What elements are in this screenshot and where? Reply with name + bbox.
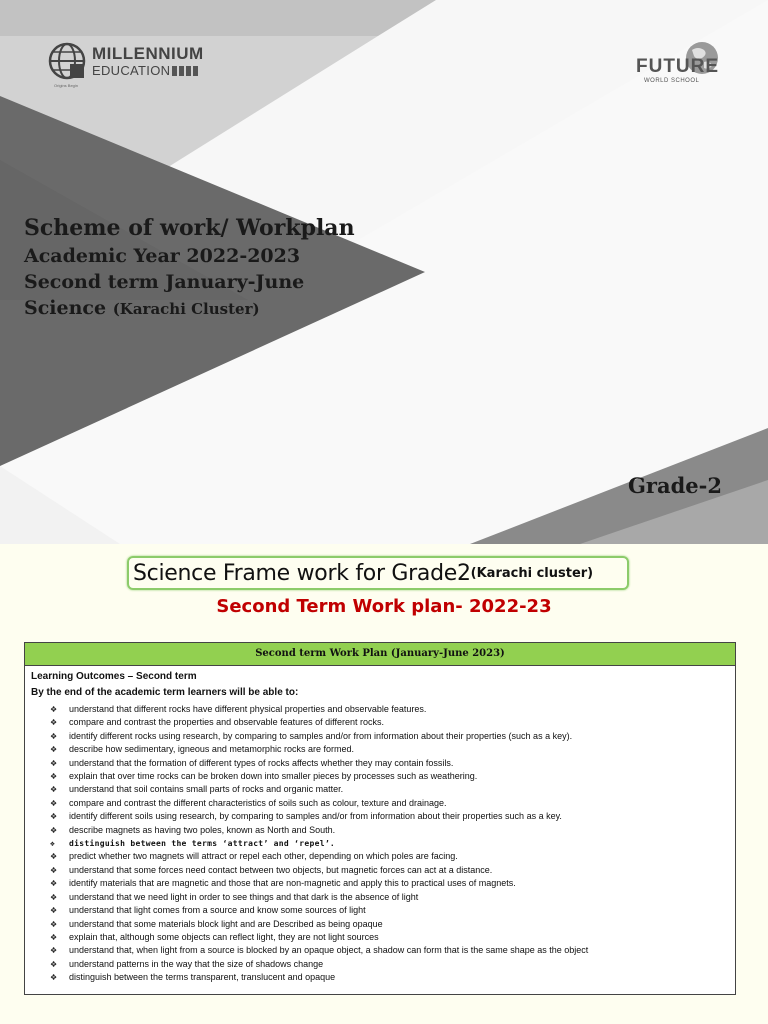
logo-world-school-text: WORLD SCHOOL	[644, 78, 700, 84]
work-plan-table	[24, 642, 736, 995]
framework-title-cluster: (Karachi cluster)	[470, 565, 594, 581]
cover-title: Scheme of work/ Workplan	[24, 215, 355, 241]
outcome-item	[50, 971, 729, 984]
outcome-text: understand that some forces need contact between two objects, but magnetic forces can act at a distance.	[69, 864, 493, 875]
framework-title: Science Frame work for Grade2	[133, 560, 471, 586]
diamond-bullet-icon: ❖	[50, 731, 58, 741]
term-label: Second term January-June	[24, 271, 305, 293]
outcome-item	[50, 797, 729, 810]
diamond-bullet-icon: ❖	[50, 718, 58, 728]
outcome-item	[50, 824, 729, 837]
diamond-bullet-icon: ❖	[50, 825, 58, 835]
outcome-item	[50, 757, 729, 770]
outcome-item	[50, 850, 729, 863]
outcome-item	[50, 810, 729, 823]
diamond-bullet-icon: ❖	[50, 772, 58, 782]
diamond-bullet-icon: ❖	[50, 892, 58, 902]
diamond-bullet-icon: ❖	[50, 705, 58, 714]
outcome-item	[50, 703, 729, 716]
subject-line	[24, 295, 355, 322]
logo-future-text: FUTURE	[636, 56, 720, 77]
logo-bars-icon	[172, 66, 200, 76]
outcome-text: compare and contrast the properties and observable features of different rocks.	[69, 717, 385, 728]
outcome-text: understand that, when light from a source is blocked by an opaque object, a shadow can form that is the same shape as the object	[69, 945, 589, 956]
diamond-bullet-icon: ❖	[50, 932, 58, 942]
diamond-bullet-icon: ❖	[50, 919, 58, 929]
diamond-bullet-icon: ❖	[50, 839, 56, 849]
diamond-bullet-icon: ❖	[50, 758, 58, 768]
diamond-bullet-icon: ❖	[50, 946, 58, 956]
outcome-item	[50, 877, 729, 890]
outcome-text: distinguish between the terms ‘attract’ and ‘repel’.	[69, 839, 336, 849]
diamond-bullet-icon: ❖	[50, 906, 58, 916]
future-world-school-logo	[634, 40, 726, 90]
logo-education-text: EDUCATION	[92, 62, 171, 78]
outcome-text: understand that soil contains small parts of rocks and organic matter.	[69, 784, 344, 795]
outcome-item	[50, 931, 729, 944]
diamond-bullet-icon: ❖	[50, 812, 58, 822]
subject-name: Science	[24, 297, 113, 319]
outcome-item	[50, 783, 729, 796]
diamond-bullet-icon: ❖	[50, 865, 58, 875]
millennium-education-logo	[48, 42, 204, 88]
table-body	[25, 666, 735, 989]
diamond-bullet-icon: ❖	[50, 879, 58, 889]
outcome-text: understand that some materials block light and are Described as being opaque	[69, 918, 383, 929]
outcome-item	[50, 837, 729, 850]
cluster-name: (Karachi Cluster)	[112, 300, 260, 318]
globe-logo-icon	[48, 42, 86, 80]
outcome-item	[50, 743, 729, 756]
outcome-item	[50, 730, 729, 743]
outcome-item	[50, 904, 729, 917]
outcome-text: describe magnets as having two poles, known as North and South.	[69, 824, 336, 835]
table-header: Second term Work Plan (January-June 2023)	[25, 643, 735, 666]
outcome-item	[50, 770, 729, 783]
outcome-text: understand that light comes from a source and know some sources of light	[69, 905, 366, 916]
framework-title-box	[127, 556, 629, 590]
outcome-item	[50, 918, 729, 931]
grade-label: Grade-2	[628, 473, 722, 498]
outcome-text: identify different rocks using research, by comparing to samples and/or from information about their properties (such as a key).	[69, 730, 573, 741]
outcome-item	[50, 944, 729, 957]
outcome-item	[50, 864, 729, 877]
outcome-item	[50, 891, 729, 904]
outcomes-list	[31, 703, 729, 985]
outcome-item	[50, 958, 729, 971]
outcome-text: understand that the formation of different types of rocks affects whether they may contain fossils.	[69, 757, 454, 768]
outcome-text: identify materials that are magnetic and those that are non-magnetic and apply this to practical uses of magnets.	[69, 878, 516, 889]
framework-page	[0, 544, 768, 1024]
outcome-text: describe how sedimentary, igneous and metamorphic rocks are formed.	[69, 744, 354, 755]
learning-outcomes-heading: Learning Outcomes – Second term	[31, 671, 197, 682]
outcome-text: identify different soils using research, by comparing to samples and/or from information about their properties such as a key.	[69, 811, 562, 822]
logo-millennium-text: MILLENNIUM	[92, 43, 204, 63]
academic-year: Academic Year 2022-2023	[24, 245, 301, 267]
outcome-text: compare and contrast the different characteristics of soils such as colour, texture and drainage.	[69, 797, 447, 808]
diamond-bullet-icon: ❖	[50, 959, 58, 969]
diamond-bullet-icon: ❖	[50, 798, 58, 808]
work-plan-subtitle: Second Term Work plan- 2022-23	[216, 596, 552, 617]
outcome-text: distinguish between the terms transparent, translucent and opaque	[69, 972, 336, 983]
learning-outcomes-intro: By the end of the academic term learners will be able to:	[31, 687, 299, 698]
outcome-text: understand patterns in the way that the size of shadows change	[69, 958, 324, 969]
diamond-bullet-icon: ❖	[50, 852, 58, 862]
diamond-bullet-icon: ❖	[50, 973, 58, 983]
outcome-text: understand that we need light in order to see things and that dark is the absence of light	[69, 891, 419, 902]
outcome-text: predict whether two magnets will attract or repel each other, depending on which poles are facing.	[69, 851, 458, 862]
diamond-bullet-icon: ❖	[50, 745, 58, 755]
outcome-text: understand that different rocks have different physical properties and observable features.	[69, 704, 427, 714]
cover-title-block	[24, 213, 355, 322]
outcome-text: explain that, although some objects can reflect light, they are not light sources	[69, 931, 379, 942]
diamond-bullet-icon: ❖	[50, 785, 58, 795]
logo-tagline: Origins Begin	[54, 83, 79, 88]
outcome-item	[50, 716, 729, 729]
outcome-text: explain that over time rocks can be broken down into smaller pieces by processes such as weathering.	[69, 771, 478, 782]
